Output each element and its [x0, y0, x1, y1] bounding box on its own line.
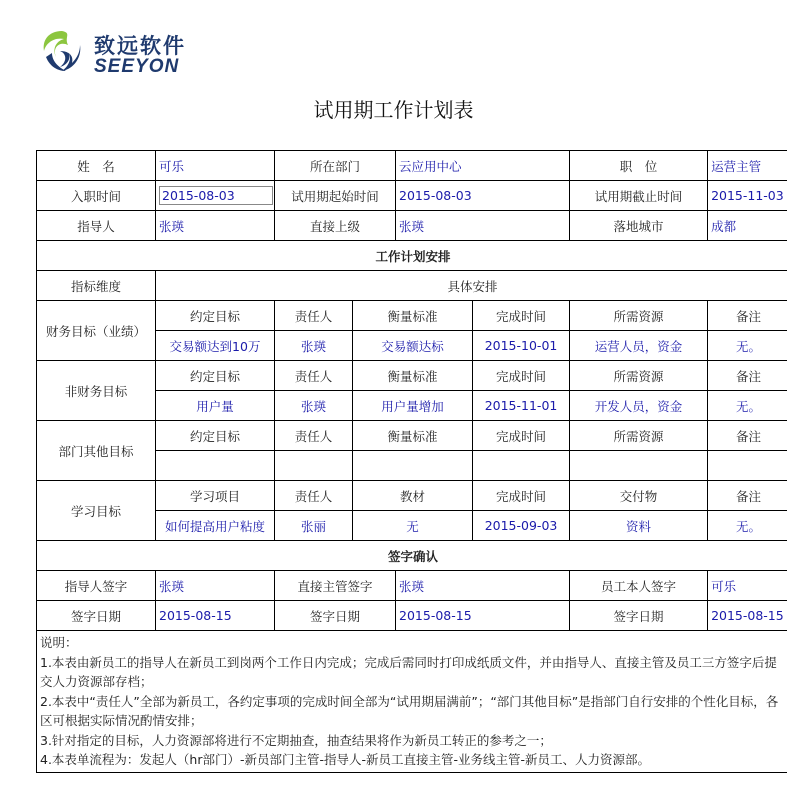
- notes-row: [37, 631, 787, 773]
- goal-header: 完成时间: [473, 421, 570, 451]
- goal-header: 所需资源: [570, 421, 708, 451]
- goal-group-name: 学习目标: [37, 481, 156, 541]
- sign-date-label: 签字日期: [37, 601, 156, 631]
- note-item: 4.本表单流程为：发起人（hr部门）-新员部门主管-指导人-新员工直接主管-业务线主管-新员工、人力资源部。: [40, 752, 651, 767]
- goal-header: 约定目标: [156, 361, 275, 391]
- goal-header: 衡量标准: [353, 301, 473, 331]
- sign-section-row: [37, 541, 787, 571]
- goal-cell[interactable]: [156, 451, 275, 481]
- goal-header: 学习项目: [156, 481, 275, 511]
- goal-header: 完成时间: [473, 301, 570, 331]
- sign-row: [37, 571, 787, 601]
- goal-header: 教材: [353, 481, 473, 511]
- note-item: 3.针对指定的目标，人力资源部将进行不定期抽查，抽查结果将作为新员工转正的参考之一；: [40, 732, 552, 748]
- sign-date-value[interactable]: 2015-08-15: [396, 601, 570, 631]
- manager-sign-value[interactable]: 张瑛: [396, 571, 570, 601]
- goal-cell[interactable]: [353, 451, 473, 481]
- end-value[interactable]: 2015-11-03: [708, 181, 787, 211]
- employee-sign-label: 员工本人签字: [570, 571, 708, 601]
- notes-heading: 说明：: [40, 635, 78, 650]
- logo-text-cn: 致远软件: [94, 34, 186, 58]
- goal-cell[interactable]: 用户量增加: [353, 391, 473, 421]
- start-label: 试用期起始时间: [275, 181, 396, 211]
- sign-date-label: 签字日期: [275, 601, 396, 631]
- city-value[interactable]: 成都: [708, 211, 787, 241]
- page-title: 试用期工作计划表: [313, 98, 474, 122]
- logo-text-en: SEEYON: [94, 56, 180, 77]
- manager-sign-label: 直接主管签字: [275, 571, 396, 601]
- mentor-sign-value[interactable]: 张瑛: [156, 571, 275, 601]
- goal-header: 完成时间: [473, 481, 570, 511]
- seeyon-logo-icon: [38, 27, 86, 75]
- dept-label: 所在部门: [275, 151, 396, 181]
- goal-cell[interactable]: 2015-09-03: [473, 511, 570, 541]
- manager-label: 直接上级: [275, 211, 396, 241]
- goal-cell[interactable]: [473, 451, 570, 481]
- goal-header: 衡量标准: [353, 421, 473, 451]
- join-cell[interactable]: [156, 181, 275, 211]
- sign-date-row: [37, 601, 787, 631]
- note-item: 1.本表由新员工的指导人在新员工到岗两个工作日内完成；完成后需同时打印成纸质文件，并由指导人、直接主管及员工三方签字后提交人力资源部存档；: [40, 654, 777, 689]
- goal-group-name: 非财务目标: [37, 361, 156, 421]
- goal-header: 责任人: [275, 481, 353, 511]
- goal-header: 责任人: [275, 421, 353, 451]
- info-row-2: [37, 181, 787, 211]
- position-value[interactable]: 运营主管: [708, 151, 787, 181]
- mentor-value[interactable]: 张瑛: [156, 211, 275, 241]
- start-value[interactable]: 2015-08-03: [396, 181, 570, 211]
- goal-header: 交付物: [570, 481, 708, 511]
- goal-header: 约定目标: [156, 301, 275, 331]
- sign-date-label: 签字日期: [570, 601, 708, 631]
- goal-cell[interactable]: 张瑛: [275, 391, 353, 421]
- goal-header: 备注: [708, 481, 787, 511]
- mentor-sign-label: 指导人签字: [37, 571, 156, 601]
- sign-section-title: 签字确认: [37, 541, 787, 571]
- goal-header: 约定目标: [156, 421, 275, 451]
- seeyon-logo: [38, 27, 208, 77]
- employee-sign-value[interactable]: 可乐: [708, 571, 787, 601]
- goal-cell[interactable]: 张丽: [275, 511, 353, 541]
- goal-cell[interactable]: 交易额达标: [353, 331, 473, 361]
- goal-cell[interactable]: 无: [353, 511, 473, 541]
- dimension-label: 指标维度: [37, 271, 156, 301]
- goal-cell[interactable]: 资料: [570, 511, 708, 541]
- goal-header: 备注: [708, 421, 787, 451]
- goal-header: 责任人: [275, 301, 353, 331]
- goal-group-header: [37, 301, 787, 331]
- goal-header: 所需资源: [570, 301, 708, 331]
- goal-group-name: 部门其他目标: [37, 421, 156, 481]
- goal-cell[interactable]: 无。: [708, 331, 787, 361]
- note-item: 2.本表中“责任人”全部为新员工，各约定事项的完成时间全部为“试用期届满前”；“部门其他目标”是指部门自行安排的个性化目标，各区可根据实际情况酌情安排；: [40, 693, 779, 728]
- plan-section-title: 工作计划安排: [37, 241, 787, 271]
- goal-cell[interactable]: [708, 451, 787, 481]
- goal-group-header: [37, 421, 787, 451]
- main-table: [36, 150, 787, 773]
- detail-label: 具体安排: [156, 271, 787, 301]
- position-label: 职 位: [570, 151, 708, 181]
- mentor-label: 指导人: [37, 211, 156, 241]
- info-row-3: [37, 211, 787, 241]
- sign-date-value[interactable]: 2015-08-15: [156, 601, 275, 631]
- end-label: 试用期截止时间: [570, 181, 708, 211]
- goal-header: 所需资源: [570, 361, 708, 391]
- goal-cell[interactable]: 2015-11-01: [473, 391, 570, 421]
- goal-cell[interactable]: 运营人员，资金: [570, 331, 708, 361]
- goal-header: 备注: [708, 361, 787, 391]
- join-date-input[interactable]: 2015-08-03: [159, 186, 273, 205]
- join-label: 入职时间: [37, 181, 156, 211]
- goal-cell[interactable]: 无。: [708, 391, 787, 421]
- dept-value[interactable]: 云应用中心: [396, 151, 570, 181]
- plan-section-row: [37, 241, 787, 271]
- goal-cell[interactable]: 张瑛: [275, 331, 353, 361]
- goal-group-name: 财务目标（业绩）: [37, 301, 156, 361]
- goal-cell[interactable]: 无。: [708, 511, 787, 541]
- info-row-1: [37, 151, 787, 181]
- goal-cell[interactable]: 2015-10-01: [473, 331, 570, 361]
- city-label: 落地城市: [570, 211, 708, 241]
- manager-value[interactable]: 张瑛: [396, 211, 570, 241]
- notes: [37, 631, 787, 773]
- goal-header: 备注: [708, 301, 787, 331]
- goal-header: 责任人: [275, 361, 353, 391]
- name-label: 姓 名: [37, 151, 156, 181]
- goal-header: 完成时间: [473, 361, 570, 391]
- sign-date-value[interactable]: 2015-08-15: [708, 601, 787, 631]
- goal-cell[interactable]: 交易额达到10万: [156, 331, 275, 361]
- goal-header: 衡量标准: [353, 361, 473, 391]
- goal-cell[interactable]: 开发人员，资金: [570, 391, 708, 421]
- goal-cell[interactable]: 如何提高用户粘度: [156, 511, 275, 541]
- name-value[interactable]: 可乐: [156, 151, 275, 181]
- goal-cell[interactable]: [275, 451, 353, 481]
- goal-cell[interactable]: 用户量: [156, 391, 275, 421]
- plan-header-row: [37, 271, 787, 301]
- goal-group-header: [37, 481, 787, 511]
- goal-group-header: [37, 361, 787, 391]
- goal-cell[interactable]: [570, 451, 708, 481]
